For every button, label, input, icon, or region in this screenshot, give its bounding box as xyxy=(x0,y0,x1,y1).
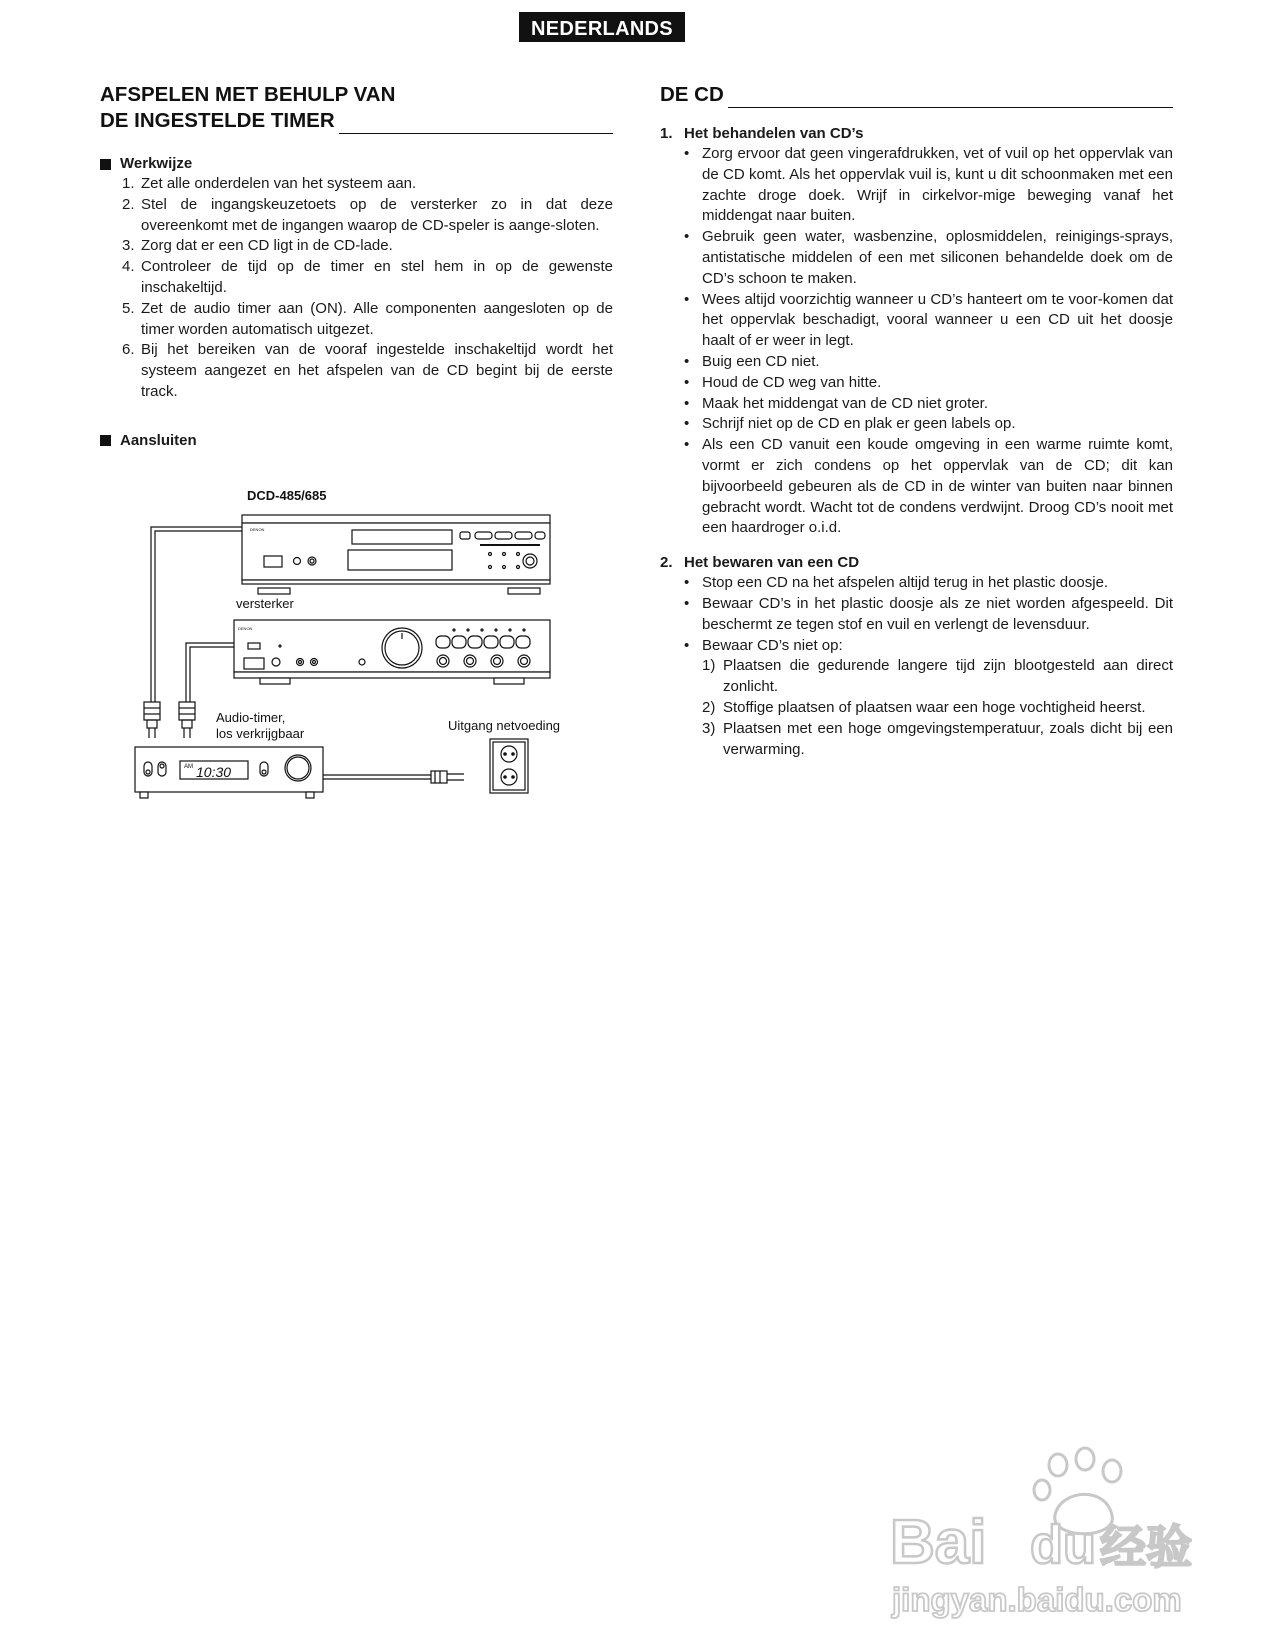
list-item: • Stop een CD na het afspelen altijd terug in het plastic doosje. xyxy=(684,574,1109,592)
timer-label-line1: Audio-timer, xyxy=(216,710,286,725)
list-item: • Als een CD vanuit een koude omgeving in een warme ruimte komt, vormt er zich condens op het oppervlak van de CD; dit kan bijvoorbeeld gebeuren als de CD in de winter van buiten naar binnen gebracht wordt. Wacht tot de condens verdwijnt. Droog CD’s nooit met een haardroger o.i.d. xyxy=(684,436,1173,537)
list-item: 4. Controleer de tijd op de timer en stel hem in op de gewenste inschakeltijd. xyxy=(122,258,613,296)
list-item: • Bewaar CD’s in het plastic doosje als ze niet worden afgespeeld. Dit beschermt ze tegen stof en vuil en verlengt de levensduur. xyxy=(684,594,1173,633)
svg-text:DENON: DENON xyxy=(238,626,253,631)
language-tab: NEDERLANDS xyxy=(519,12,685,42)
watermark-url: jingyan.baidu.com xyxy=(892,1581,1182,1618)
timer-am-label: AM xyxy=(184,764,193,770)
list-item: • Buig een CD niet. xyxy=(684,352,820,370)
audio-timer-illustration xyxy=(135,747,323,798)
right-column xyxy=(660,82,1173,760)
list-item: 3. Zorg dat er een CD ligt in de CD-lade. xyxy=(122,237,393,255)
list-item: • Houd de CD weg van hitte. xyxy=(684,373,882,391)
list-item: • Zorg ervoor dat geen vingerafdrukken, vet of vuil op het oppervlak van de CD komt. Als het oppervlak vuil is, kunt u dit schoonmaken met een zachte droge doek. Wrijf in cirkelvor-mige beweging vanaf het middengat naar buiten. xyxy=(684,145,1173,225)
list-item: 5. Zet de audio timer aan (ON). Alle componenten aangesloten op de timer worden automatisch uitgezet. xyxy=(122,299,613,338)
section-1-bullets xyxy=(660,144,1173,539)
watermark-du: du xyxy=(1030,1515,1096,1575)
square-bullet-icon xyxy=(100,435,111,446)
list-item: • Gebruik geen water, wasbenzine, oplosmiddelen, reinigings-sprays, antistatische middelen of een met siliconen behandelde doek om de CD’s schoon te maken. xyxy=(684,228,1173,287)
outlet-label: Uitgang netvoeding xyxy=(448,718,561,733)
left-column xyxy=(100,82,613,451)
list-item: 3) Plaatsen met een hoge omgevingstemperatuur, zoals dicht bij een verwarming. xyxy=(702,719,1173,758)
list-item: 1) Plaatsen die gedurende langere tijd zijn blootgesteld aan direct zonlicht. xyxy=(702,657,1173,696)
section-2-heading: 2. Het bewaren van een CD xyxy=(660,554,860,572)
title-rule xyxy=(728,87,1173,108)
list-item: • Maak het middengat van de CD niet groter. xyxy=(684,394,988,412)
wall-outlet-illustration xyxy=(323,739,528,793)
section-2-subitems xyxy=(660,656,1173,760)
section-title-cd xyxy=(660,82,1173,108)
title-line-1: AFSPELEN MET BEHULP VAN xyxy=(100,83,396,106)
amplifier-illustration xyxy=(234,620,550,684)
power-cables xyxy=(144,527,242,738)
timer-display: 10:30 xyxy=(196,764,232,780)
cd-player-label: DCD-485/685 xyxy=(247,490,327,503)
title-rule xyxy=(339,113,613,134)
aansluiten-heading: Aansluiten xyxy=(100,431,613,451)
title-de-cd: DE CD xyxy=(660,83,724,106)
list-item: 2) Stoffige plaatsen of plaatsen waar een hoge vochtigheid heerst. xyxy=(702,698,1146,716)
square-bullet-icon xyxy=(100,159,111,170)
werkwijze-steps xyxy=(100,174,613,403)
amplifier-label: versterker xyxy=(236,596,294,611)
section-2-bullets xyxy=(660,573,1173,656)
timer-label-line2: los verkrijgbaar xyxy=(216,726,305,741)
section-1-heading: 1. Het behandelen van CD’s xyxy=(660,125,864,142)
list-item: • Bewaar CD’s niet op: xyxy=(684,636,843,654)
cd-player-illustration xyxy=(242,515,550,594)
list-item: 1. Zet alle onderdelen van het systeem aan. xyxy=(122,175,417,192)
watermark-jingyan: 经验 xyxy=(1100,1521,1192,1573)
watermark-bai: Bai xyxy=(890,1508,987,1577)
connection-diagram xyxy=(130,490,600,845)
title-line-2: DE INGESTELDE TIMER xyxy=(100,109,335,132)
werkwijze-heading: Werkwijze xyxy=(100,154,613,174)
list-item: 6. Bij het bereiken van de vooraf ingestelde inschakeltijd wordt het systeem aangezet en het afspelen van de CD begint bij de eerste track. xyxy=(122,341,613,400)
list-item: • Schrijf niet op de CD en plak er geen labels op. xyxy=(684,415,1016,433)
section-title-timer xyxy=(100,82,613,134)
list-item: • Wees altijd voorzichtig wanneer u CD’s hanteert om te voor-komen dat het oppervlak beschadigt, vooral wanneer u een CD uit het doosje haalt of er weer in legt. xyxy=(684,290,1173,350)
brand-label: DENON xyxy=(250,527,265,532)
list-item: 2. Stel de ingangskeuzetoets op de versterker zo in dat deze overeenkomt met de ingangen waarop de CD-speler is aange-sloten. xyxy=(122,195,613,234)
baidu-watermark xyxy=(890,1445,1200,1620)
